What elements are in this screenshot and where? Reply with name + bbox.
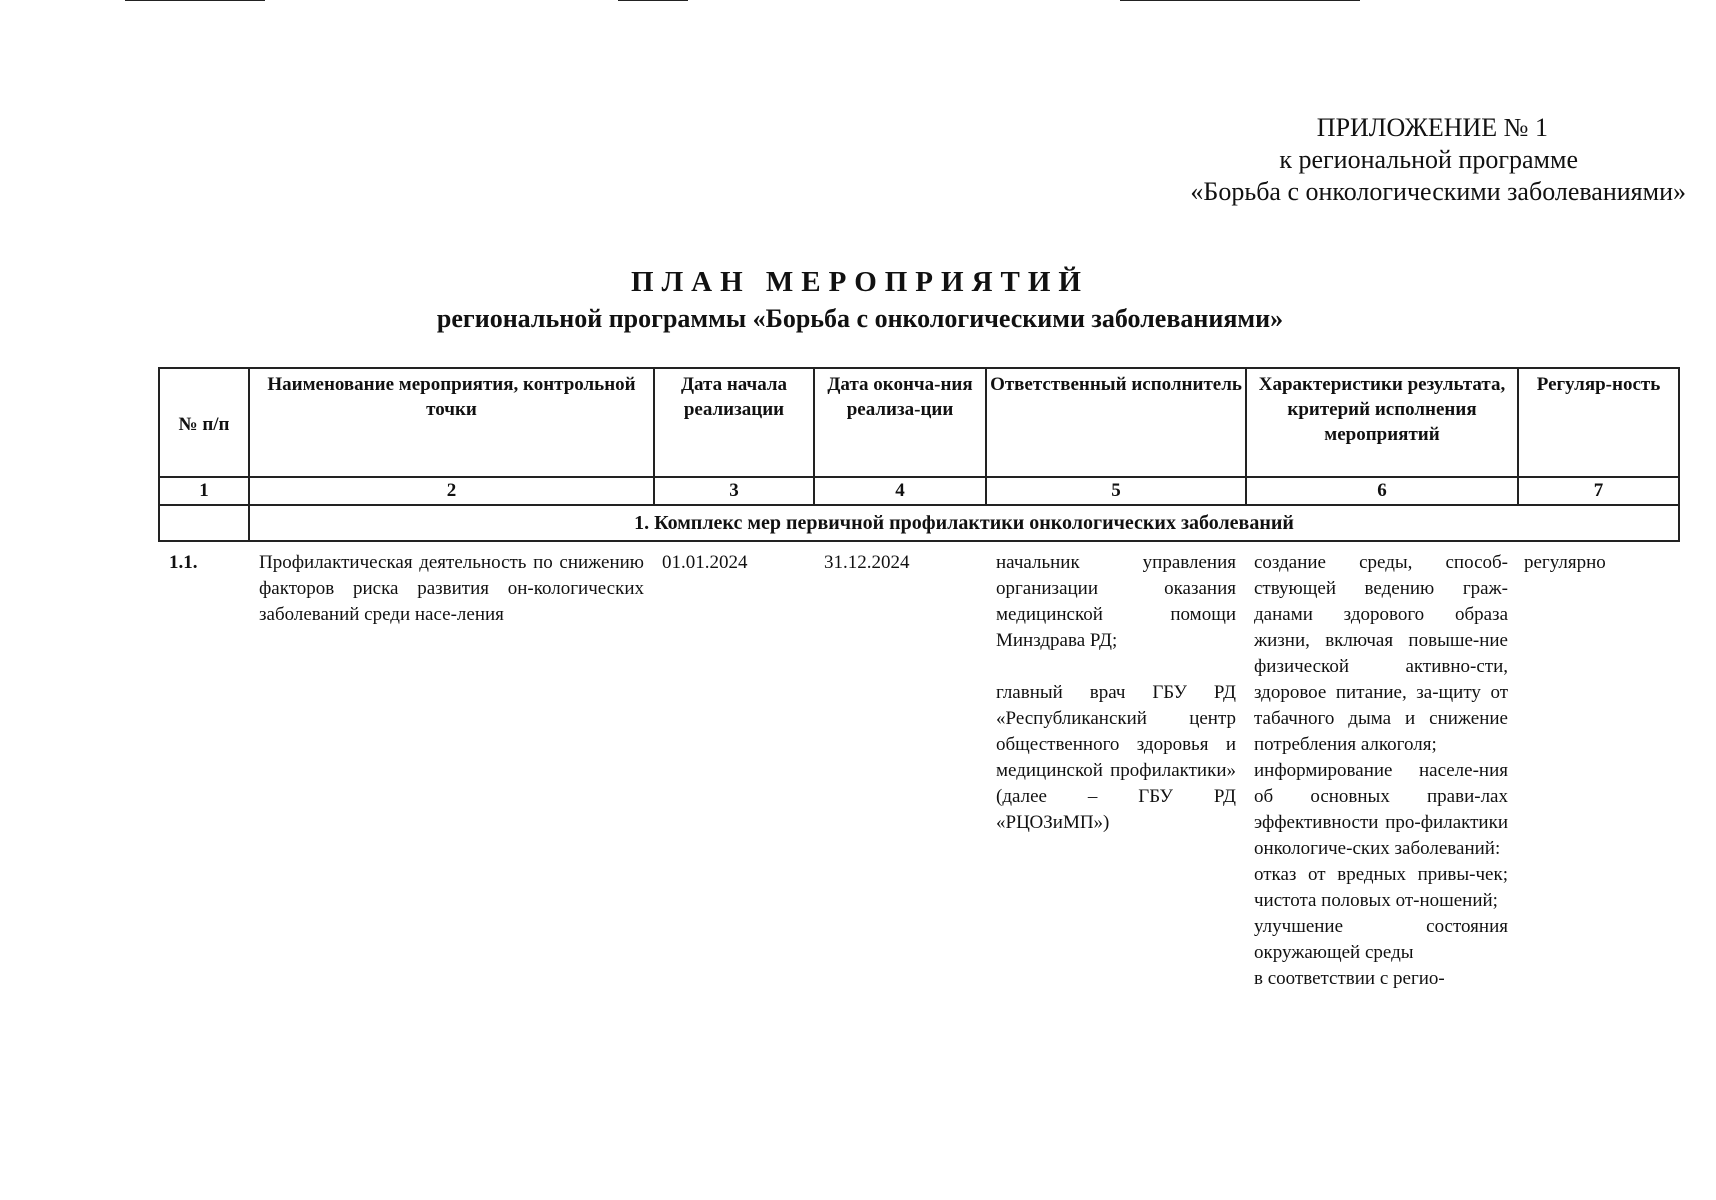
row-number: 1.1. xyxy=(169,552,198,573)
header-result: Характеристики результата, критерий исполнения мероприятий xyxy=(1246,368,1518,477)
column-number: 2 xyxy=(249,477,654,505)
section-row xyxy=(159,505,1679,541)
section-title: 1. Комплекс мер первичной профилактики онкологических заболеваний xyxy=(249,505,1679,541)
appendix-number: ПРИЛОЖЕНИЕ № 1 xyxy=(1316,113,1548,142)
header-name: Наименование мероприятия, контрольной точки xyxy=(249,368,654,477)
executor-paragraph: начальник управления организации оказания медицинской помощи Минздрава РД; xyxy=(996,552,1236,651)
result-paragraph: в соответствии с регио- xyxy=(1254,968,1445,989)
header-end-date: Дата оконча-ния реализа-ции xyxy=(814,368,986,477)
result-paragraph: отказ от вредных привы-чек; чистота половых от-ношений; xyxy=(1254,864,1508,911)
executor-paragraph: главный врач ГБУ РД «Республиканский центр общественного здоровья и медицинской профилактики» (далее – ГБУ РД «РЦОЗиМП») xyxy=(996,682,1236,833)
document-title: ПЛАН МЕРОПРИЯТИЙ xyxy=(631,266,1089,298)
section-empty-cell xyxy=(159,505,249,541)
header-executor: Ответственный исполнитель xyxy=(986,368,1246,477)
column-number-row xyxy=(159,477,1679,505)
result-paragraph: информирование населе-ния об основных прави-лах эффективности про-филактики онкологиче-ских заболеваний: xyxy=(1254,760,1508,859)
appendix-reference: к региональной программе xyxy=(1279,145,1578,174)
paragraph-gap xyxy=(996,654,1236,680)
header-start-date: Дата начала реализации xyxy=(654,368,814,477)
result-paragraph: создание среды, способ-ствующей ведению граж-данами здорового образа жизни, включая повыше-ние физической активно-сти, здоровое питание, за-щиту от табачного дыма и снижение потребления алкоголя; xyxy=(1254,552,1508,755)
appendix-program-name: «Борьба с онкологическими заболеваниями» xyxy=(1190,177,1686,206)
column-number: 5 xyxy=(986,477,1246,505)
column-number: 1 xyxy=(159,477,249,505)
row-regularity: регулярно xyxy=(1524,552,1606,573)
column-number: 6 xyxy=(1246,477,1518,505)
result-paragraph: улучшение состояния окружающей среды xyxy=(1254,916,1508,963)
plan-table xyxy=(158,367,1680,992)
row-executor xyxy=(986,541,1246,992)
column-number: 3 xyxy=(654,477,814,505)
scan-mark xyxy=(618,0,688,1)
document-subtitle: региональной программы «Борьба с онкологическими заболеваниями» xyxy=(436,304,1284,333)
row-activity-name: Профилактическая деятельность по снижению факторов риска развития он-кологических заболеваний среди насе-ления xyxy=(259,552,644,625)
header-row xyxy=(159,368,1679,477)
header-regularity: Регуляр-ность xyxy=(1518,368,1679,477)
row-result xyxy=(1246,541,1518,992)
column-number: 7 xyxy=(1518,477,1679,505)
row-start-date: 01.01.2024 xyxy=(662,552,748,573)
appendix-header xyxy=(1190,112,1686,208)
table-row xyxy=(159,541,1679,992)
column-number: 4 xyxy=(814,477,986,505)
scan-mark xyxy=(125,0,265,1)
scan-mark xyxy=(1120,0,1360,1)
header-number: № п/п xyxy=(159,368,249,477)
row-end-date: 31.12.2024 xyxy=(824,552,910,573)
